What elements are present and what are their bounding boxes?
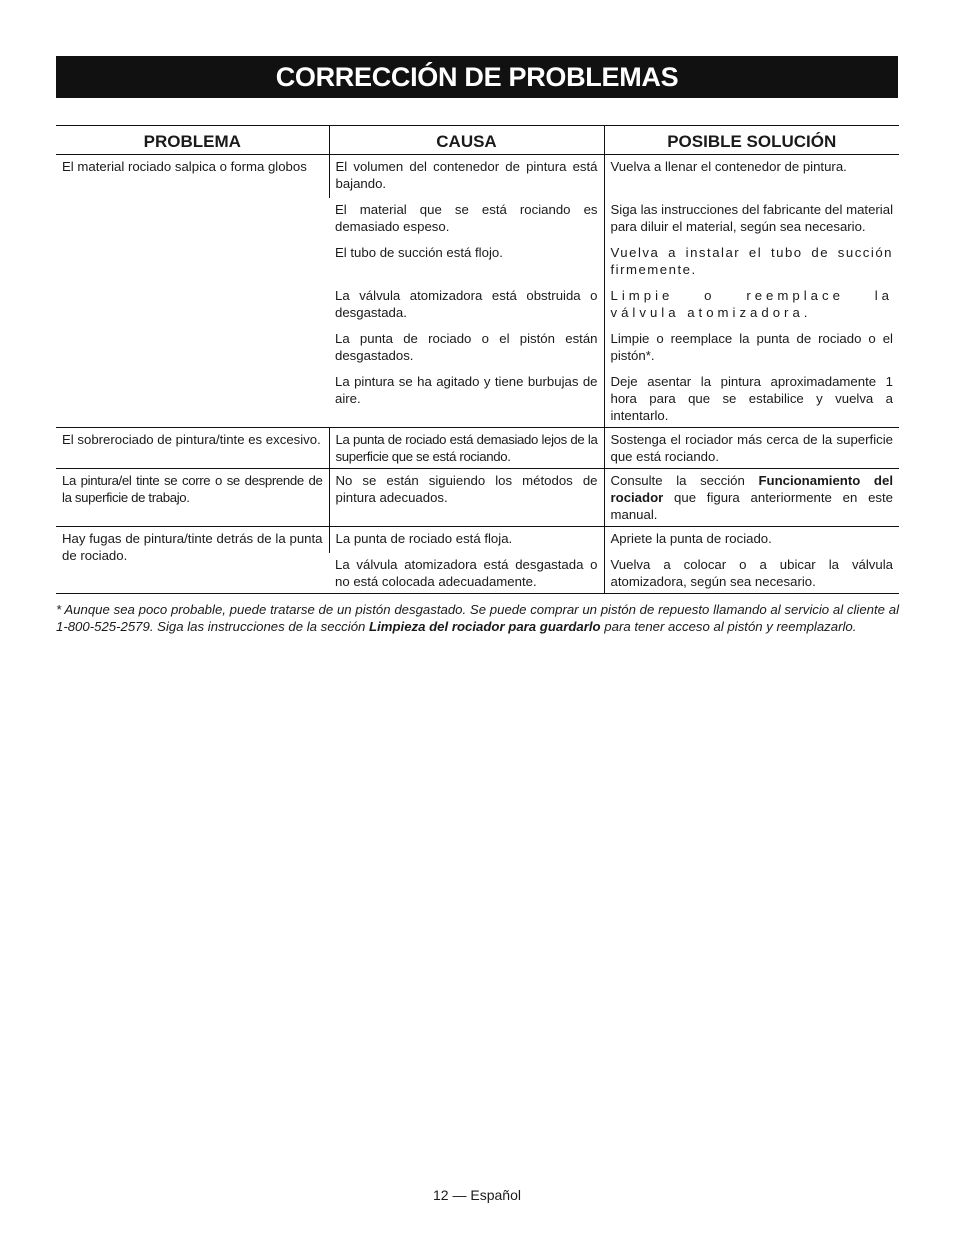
solution-text: Consulte la sección bbox=[610, 473, 759, 488]
solution-cell: Siga las instrucciones del fabricante del material para diluir el material, según sea necesario. bbox=[604, 198, 899, 241]
footnote bbox=[56, 601, 899, 635]
cause-cell: No se están siguiendo los métodos de pintura adecuados. bbox=[329, 469, 604, 527]
problem-cell: La pintura/el tinte se corre o se desprende de la superficie de trabajo. bbox=[56, 469, 329, 527]
footnote-text: para tener acceso al pistón y reemplazarlo. bbox=[600, 619, 857, 634]
header-causa: CAUSA bbox=[329, 126, 604, 155]
solution-section-ref: Funcionamiento del rociador bbox=[610, 473, 893, 505]
problem-cell: El sobrerociado de pintura/tinte es excesivo. bbox=[56, 428, 329, 469]
footnote-section-ref: Limpieza del rociador para guardarlo bbox=[369, 619, 601, 634]
cause-cell: El volumen del contenedor de pintura está bajando. bbox=[329, 155, 604, 199]
footnote-text: * Aunque sea poco probable, puede tratarse de un pistón desgastado. Se puede comprar un pistón de repuesto llamando al servicio al cliente al 1-800-525-2579. Siga las instrucciones de la sección bbox=[56, 602, 899, 634]
cause-cell: El material que se está rociando es demasiado espeso. bbox=[335, 202, 598, 234]
cause-cell: La pintura se ha agitado y tiene burbujas de aire. bbox=[329, 370, 604, 428]
solution-cell: Limpie o reemplace la válvula atomizadora. bbox=[604, 284, 899, 327]
solution-text: que figura anteriormente en este manual. bbox=[610, 490, 893, 522]
table-header-row bbox=[56, 126, 899, 155]
table-row bbox=[56, 469, 899, 527]
problem-cell: Hay fugas de pintura/tinte detrás de la punta de rociado. bbox=[56, 527, 329, 594]
troubleshooting-table bbox=[56, 125, 899, 594]
problem-cell: El material rociado salpica o forma globos bbox=[56, 155, 329, 428]
cause-cell: La punta de rociado está floja. bbox=[329, 527, 604, 554]
solution-cell: Vuelva a llenar el contenedor de pintura. bbox=[604, 155, 899, 199]
header-solucion: POSIBLE SOLUCIÓN bbox=[604, 126, 899, 155]
header-problema: PROBLEMA bbox=[56, 126, 329, 155]
cause-cell: La válvula atomizadora está obstruida o desgastada. bbox=[335, 288, 598, 320]
page-title: CORRECCIÓN DE PROBLEMAS bbox=[56, 56, 898, 98]
cause-cell: La punta de rociado está demasiado lejos de la superficie que se está rociando. bbox=[329, 428, 604, 469]
solution-cell: Vuelva a instalar el tubo de succión firmemente. bbox=[604, 241, 899, 284]
table-row bbox=[56, 527, 899, 554]
solution-cell: Limpie o reemplace la punta de rociado o el pistón*. bbox=[604, 327, 899, 370]
solution-cell: Sostenga el rociador más cerca de la superficie que está rociando. bbox=[604, 428, 899, 469]
solution-cell bbox=[604, 469, 899, 527]
table-row bbox=[56, 428, 899, 469]
page-number: 12 — Español bbox=[433, 1187, 521, 1203]
cause-cell: El tubo de succión está flojo. bbox=[335, 245, 503, 260]
cause-cell: La válvula atomizadora está desgastada o no está colocada adecuadamente. bbox=[329, 553, 604, 594]
cause-cell: La punta de rociado o el pistón están desgastados. bbox=[335, 331, 598, 363]
solution-cell: Deje asentar la pintura aproximadamente 1 hora para que se estabilice y vuelva a intentarlo. bbox=[604, 370, 899, 428]
table-row bbox=[56, 155, 899, 199]
solution-cell: Vuelva a colocar o a ubicar la válvula atomizadora, según sea necesario. bbox=[604, 553, 899, 594]
solution-cell: Apriete la punta de rociado. bbox=[604, 527, 899, 554]
